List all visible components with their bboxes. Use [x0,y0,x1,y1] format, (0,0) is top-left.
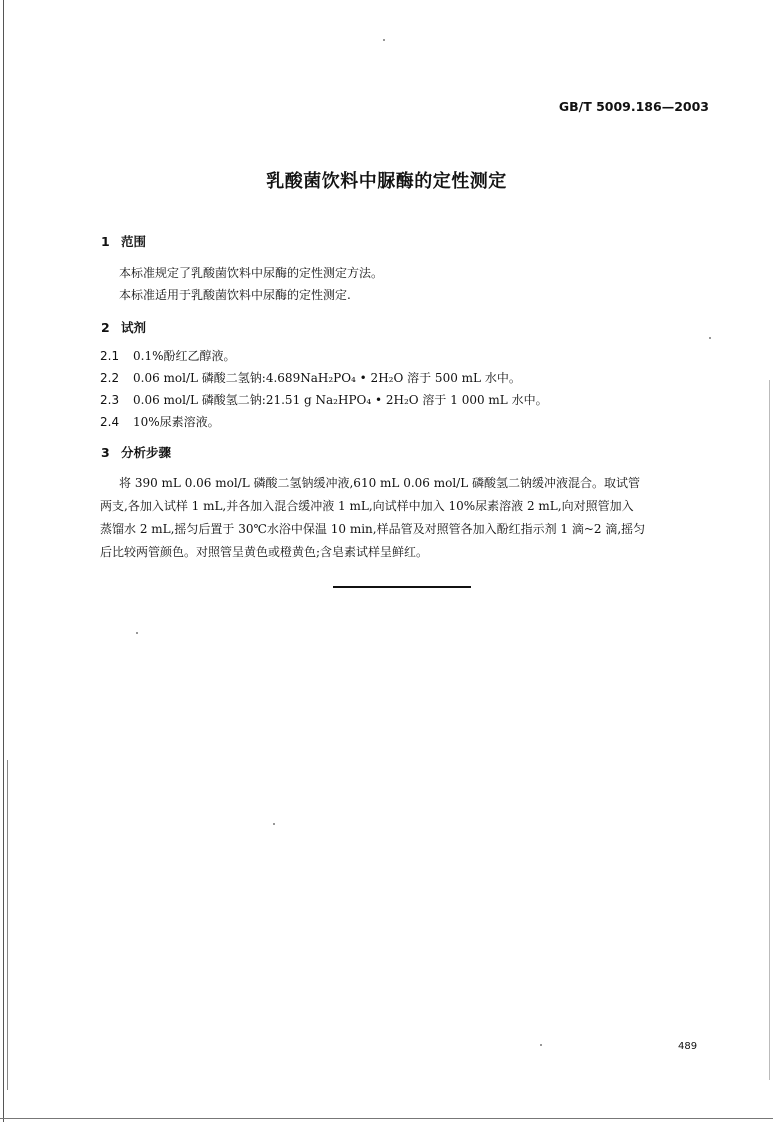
section-title: 试剂 [121,320,147,335]
item-number: 2.3 [100,393,120,407]
standard-number: GB/T 5009.186—2003 [558,99,709,114]
item-text: 10%尿素溶液。 [133,415,220,429]
scan-speck [273,823,275,825]
scan-speck [136,632,138,634]
reagent-item [100,369,521,386]
page-number: 489 [678,1041,698,1052]
reagent-item [100,413,220,430]
scan-speck [540,1044,542,1046]
item-text: 0.1%酚红乙醇液。 [133,349,236,363]
section-title: 分析步骤 [121,445,172,460]
end-rule [333,586,471,588]
section-heading-reagents [101,318,146,336]
scan-bottom-edge [0,1118,773,1119]
procedure-line: 两支,各加入试样 1 mL,并各加入混合缓冲液 1 mL,向试样中加入 10%尿素溶液 2 mL,向对照管加入 [100,499,634,513]
scope-paragraph: 本标准规定了乳酸菌饮料中尿酶的定性测定方法。 [119,266,384,280]
scan-speck [383,39,385,41]
item-number: 2.2 [100,371,120,385]
section-title: 范围 [121,234,147,249]
scan-left-edge-inner [7,760,8,1090]
section-heading-scope [101,232,146,250]
section-number: 2 [101,320,110,335]
item-number: 2.1 [100,349,120,363]
document-title: 乳酸菌饮料中脲酶的定性测定 [266,171,507,192]
scope-paragraph: 本标准适用于乳酸菌饮料中尿酶的定性测定. [119,288,351,302]
procedure-line: 蒸馏水 2 mL,摇匀后置于 30℃水浴中保温 10 min,样品管及对照管各加入酚红指示剂 1 滴~2 滴,摇匀 [100,522,646,536]
section-heading-procedure [101,443,171,461]
reagent-item [100,347,236,364]
scan-right-edge [769,380,770,1080]
section-number: 3 [101,445,110,460]
item-text: 0.06 mol/L 磷酸二氢钠:4.689NaH₂PO₄ • 2H₂O 溶于 500 mL 水中。 [133,371,521,385]
reagent-item [100,391,548,408]
procedure-line: 将 390 mL 0.06 mol/L 磷酸二氢钠缓冲液,610 mL 0.06 mol/L 磷酸氢二钠缓冲液混合。取试管 [119,476,640,490]
procedure-line: 后比较两管颜色。对照管呈黄色或橙黄色;含皂素试样呈鲜红。 [100,545,429,559]
item-text: 0.06 mol/L 磷酸氢二钠:21.51 g Na₂HPO₄ • 2H₂O 溶于 1 000 mL 水中。 [133,393,548,407]
scan-speck [709,337,711,339]
section-number: 1 [101,234,110,249]
item-number: 2.4 [100,415,120,429]
